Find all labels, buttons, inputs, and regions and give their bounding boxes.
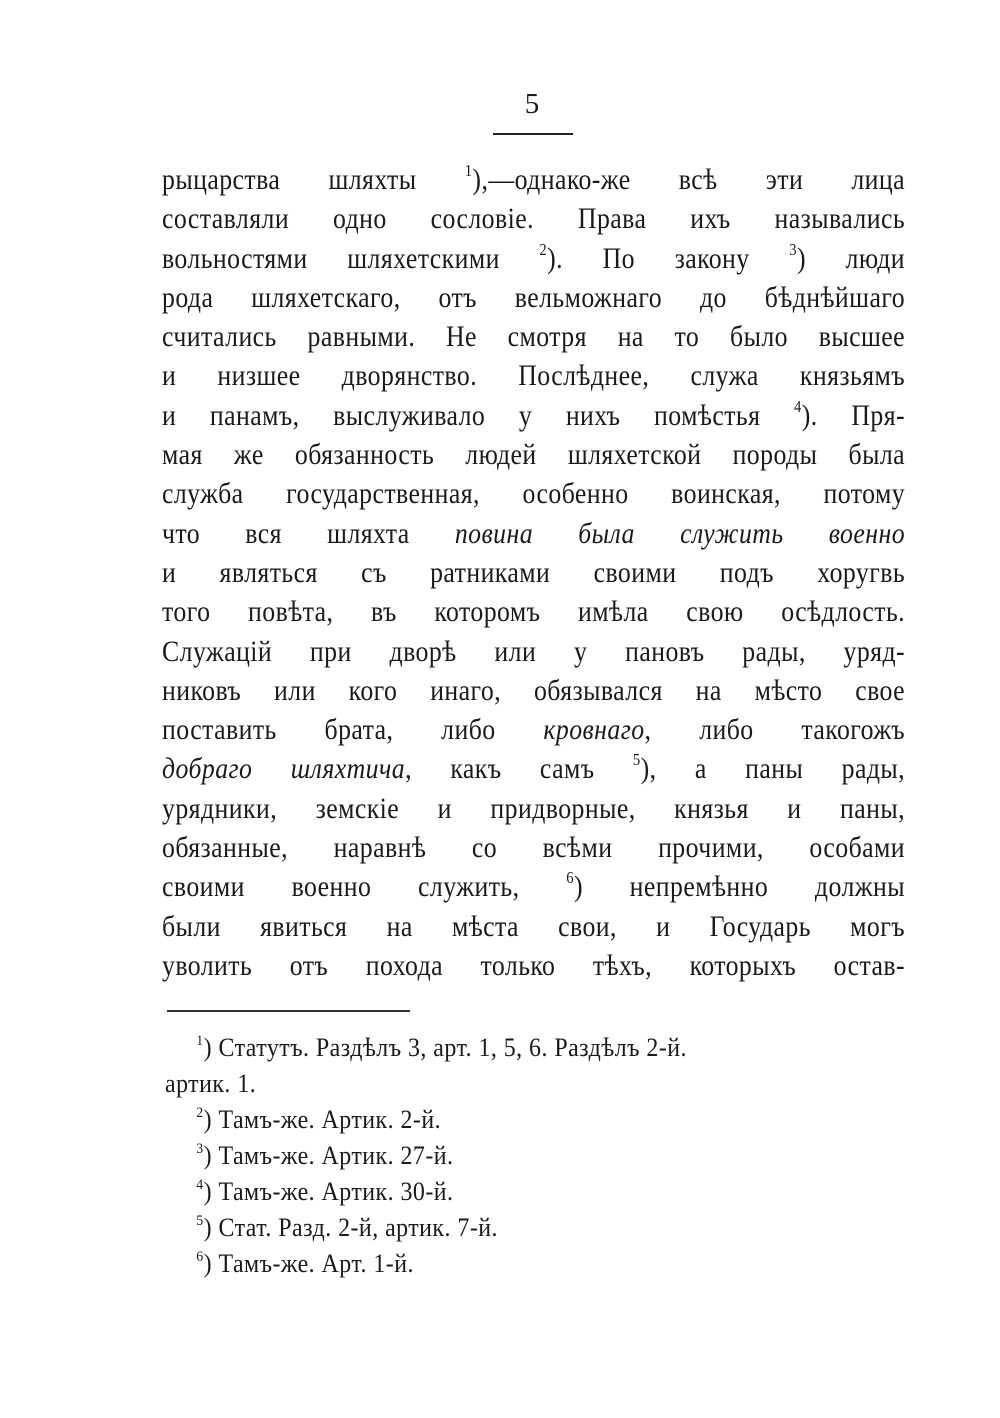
page-number: 5 xyxy=(524,88,540,120)
text-segment: , либо такогожъ xyxy=(644,713,906,747)
text-segment: что вся шляхта xyxy=(162,516,455,550)
text-line xyxy=(162,317,905,356)
footnote-ref: 3 xyxy=(789,239,797,259)
body-text xyxy=(162,160,905,985)
footnote-number: 3 xyxy=(196,1141,204,1157)
text-segment: и панамъ, выслуживало у нихъ помѣстья xyxy=(162,398,795,432)
footnote-text: ) Тамъ-же. Артик. 2-й. xyxy=(203,1105,442,1134)
text-segment: того повѣта, въ которомъ имѣла свою осѣдлость. xyxy=(162,595,906,629)
text-segment: обязанные, наравнѣ со всѣми прочими, особами xyxy=(162,831,906,865)
text-line xyxy=(162,946,905,985)
text-line xyxy=(162,553,905,592)
text-segment: мая же обязанность людей шляхетской породы была xyxy=(162,438,906,472)
text-segment: ),—однако-же всѣ эти лица xyxy=(472,163,906,196)
footnote-text: ) Тамъ-же. Артик. 27-й. xyxy=(203,1141,454,1170)
footnotes xyxy=(165,1030,905,1282)
footnote-text: ) Тамъ-же. Арт. 1-й. xyxy=(203,1249,414,1278)
footnote-rule xyxy=(167,1010,410,1012)
text-segment: ). Пря- xyxy=(801,398,906,432)
text-segment: вольностями шляхетскими xyxy=(162,241,540,275)
footnote-text: ) Тамъ-же. Артик. 30-й. xyxy=(203,1177,454,1206)
footnote xyxy=(165,1210,846,1246)
text-line xyxy=(162,396,905,435)
footnote-ref: 4 xyxy=(794,396,802,416)
footnote-number: 4 xyxy=(196,1177,204,1193)
footnote xyxy=(165,1030,846,1066)
text-segment: урядники, земскіе и придворные, князья и паны, xyxy=(162,791,906,825)
text-line xyxy=(162,749,905,788)
text-segment: уволить отъ похода только тѣхъ, которыхъ остав- xyxy=(162,948,906,982)
text-segment: своими военно служить, xyxy=(162,870,567,904)
footnote xyxy=(165,1138,846,1174)
footnote-ref: 6 xyxy=(566,868,574,888)
text-segment: рыцарства шляхты xyxy=(162,163,465,196)
text-line xyxy=(162,907,905,946)
text-segment: ), а паны рады, xyxy=(640,752,906,786)
text-line xyxy=(162,592,905,631)
text-segment: Служацій при дворѣ или у пановъ рады, уряд- xyxy=(162,634,906,668)
text-segment: служба государственная, особенно воинская, потому xyxy=(162,477,906,511)
text-segment: и низшее дворянство. Послѣднее, служа князьямъ xyxy=(162,359,906,393)
footnote-continuation: артик. 1. xyxy=(165,1069,257,1098)
text-segment: составляли одно сословіе. Права ихъ назывались xyxy=(162,202,906,236)
footnote-ref: 5 xyxy=(632,750,641,770)
footnote-text: ) Стат. Разд. 2-й, артик. 7-й. xyxy=(203,1213,498,1242)
footnote xyxy=(165,1102,846,1138)
footnote-text: ) Статутъ. Раздѣлъ 3, арт. 1, 5, 6. Раздѣлъ 2-й. xyxy=(203,1033,687,1062)
footnote-number: 2 xyxy=(196,1105,204,1121)
text-line xyxy=(162,632,905,671)
italic-text: добраго шляхтича xyxy=(162,752,406,786)
text-segment: поставить брата, либо xyxy=(162,713,544,747)
footnote xyxy=(165,1174,846,1210)
footnote-ref: 1 xyxy=(464,161,473,180)
text-segment: считались равными. Не смотря на то было высшее xyxy=(162,320,906,354)
footnote-number: 1 xyxy=(196,1033,204,1049)
text-line xyxy=(162,710,905,749)
text-segment: и являться съ ратниками своими подъ хоругвь xyxy=(162,555,906,589)
text-segment: никовъ или кого инаго, обязывался на мѣсто свое xyxy=(162,673,906,707)
text-segment: , какъ самъ xyxy=(405,752,633,786)
text-line xyxy=(162,239,905,278)
text-line xyxy=(162,356,905,395)
footnote-number: 6 xyxy=(196,1249,204,1265)
text-line xyxy=(162,828,905,867)
text-line xyxy=(162,867,905,906)
text-line xyxy=(162,671,905,710)
italic-text: повина была служить военно xyxy=(454,516,906,550)
text-segment: ) непремѣнно должны xyxy=(573,870,906,904)
text-line xyxy=(162,160,905,199)
text-line xyxy=(162,278,905,317)
italic-text: кровнаго xyxy=(543,713,645,747)
text-line xyxy=(162,514,905,553)
footnote-ref: 2 xyxy=(539,239,548,259)
header-rule xyxy=(493,133,573,135)
text-line xyxy=(162,435,905,474)
text-segment: были явиться на мѣста свои, и Государь могъ xyxy=(162,909,906,943)
text-segment: ). По закону xyxy=(547,241,790,275)
text-segment: ) люди xyxy=(796,241,906,275)
text-segment: рода шляхетскаго, отъ вельможнаго до бѣднѣйшаго xyxy=(162,280,906,314)
footnote xyxy=(165,1246,846,1282)
footnote-number: 5 xyxy=(196,1213,204,1229)
text-line xyxy=(162,199,905,238)
text-line xyxy=(162,474,905,513)
text-line xyxy=(162,789,905,828)
